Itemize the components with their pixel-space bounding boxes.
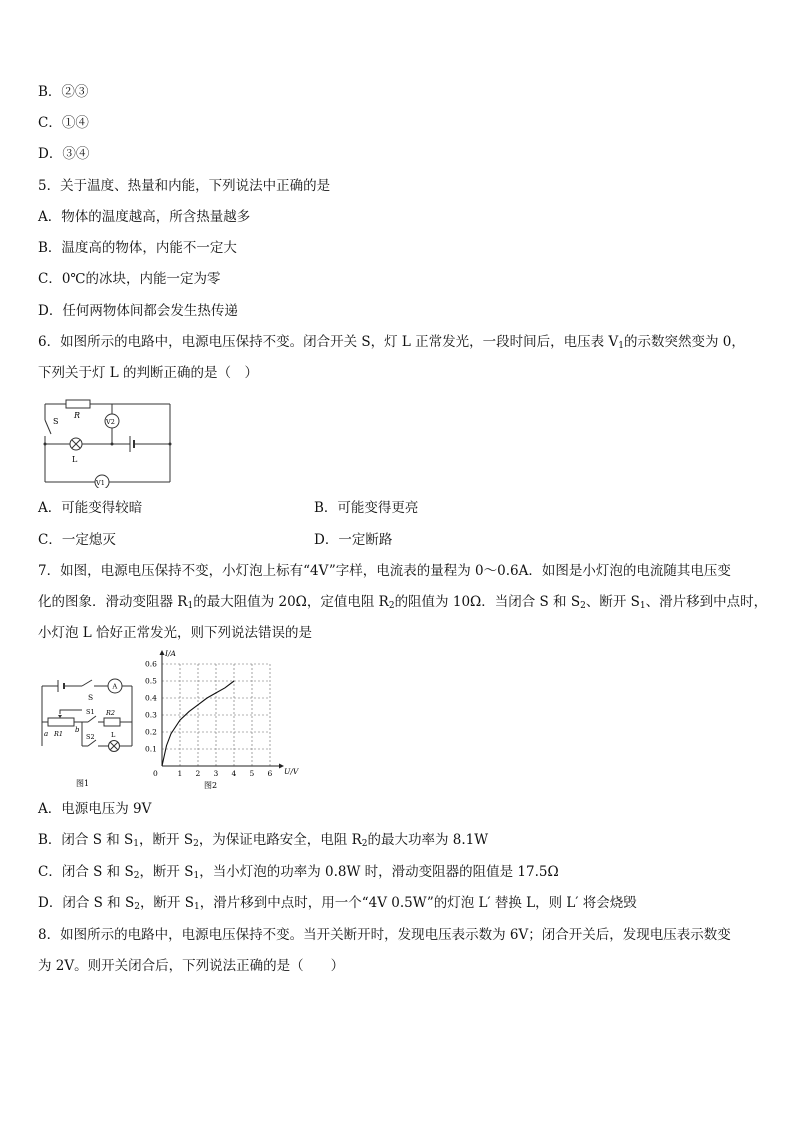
q7-fig1-label-b-end: b <box>75 726 80 734</box>
y-tick-label: 0.3 <box>145 710 157 720</box>
q7-figure1-circuit <box>38 674 138 792</box>
q7-fig1-label-l: L <box>111 731 116 739</box>
x-tick-label: 1 <box>177 769 183 778</box>
q7-fig1-label-s: S <box>88 693 94 702</box>
q5-option-b: B．温度高的物体，内能不一定大 <box>38 240 237 256</box>
q7-stem-line1: 7．如图，电源电压保持不变，小灯泡上标有“4V”字样，电流表的量程为 0～0.6A．如图是小灯泡的电流随其电压变 <box>38 563 731 579</box>
q5-option-d: D．任何两物体间都会发生热传递 <box>38 303 238 319</box>
q6-option-b: B．可能变得更亮 <box>314 500 419 516</box>
q6-stem-line1: 6．如图所示的电路中，电源电压保持不变。闭合开关 S，灯 L 正常发光，一段时间后，电压表 $V_1$的示数突然变为 0， <box>38 334 745 351</box>
y-axis-arrow <box>160 650 165 655</box>
q7-fig1-label-s1: S1 <box>86 708 95 716</box>
q7-option-a: A．电源电压为 9V <box>38 801 152 817</box>
chart-ticks <box>145 660 273 779</box>
q7-fig1-label-a: A <box>112 682 118 691</box>
q4-option-c: C．①④ <box>38 115 89 131</box>
q7-fig1-label-r1: R1 <box>54 730 64 738</box>
q8-stem-line1: 8．如图所示的电路中，电源电压保持不变。当开关断开时，发现电压表示数为 6V；闭合开关后，发现电压表示数变 <box>38 927 731 943</box>
q6-option-c: C．一定熄灭 <box>38 532 116 548</box>
q5-stem: 5．关于温度、热量和内能，下列说法中正确的是 <box>38 178 331 194</box>
q6-label-v2: V2 <box>106 418 115 426</box>
q7-fig1-label-r2: R2 <box>106 709 116 717</box>
chart-grid <box>162 664 270 766</box>
q4-option-b: B．②③ <box>38 84 89 100</box>
x-tick-label: 4 <box>231 769 237 778</box>
q7-stem-line3: 小灯泡 L 恰好正常发光，则下列说法错误的是 <box>38 625 313 641</box>
q7-fig1-caption: 图1 <box>76 779 90 788</box>
y-tick-label: 0.1 <box>145 744 157 754</box>
q5-option-c: C．0℃的冰块，内能一定为零 <box>38 271 221 287</box>
q7-fig1-label-s2: S2 <box>86 733 95 741</box>
x-tick-label: 5 <box>249 769 255 778</box>
q7-option-d: D．闭合 S 和 $S_2$，断开 $S_1$，滑片移到中点时，用一个“4V 0.5W”的灯泡 L′ 替换 L，则 L′ 将会烧毁 <box>38 895 637 912</box>
x-tick-label: 0 <box>153 769 158 778</box>
q6-label-s: S <box>53 417 59 426</box>
q5-option-a: A．物体的温度越高，所含热量越多 <box>38 209 251 225</box>
x-tick-label: 2 <box>195 769 201 778</box>
x-tick-label: 3 <box>213 769 219 778</box>
q6-label-r: R <box>74 411 81 420</box>
chart-xlabel: U/V <box>284 767 299 776</box>
y-tick-label: 0.5 <box>145 676 157 686</box>
q8-stem-line2: 为 2V。则开关闭合后，下列说法正确的是（ ） <box>38 958 345 974</box>
q6-circuit-diagram <box>40 396 175 488</box>
q6-stem-line2: 下列关于灯 L 的判断正确的是（ ） <box>38 365 259 381</box>
chart-title: 图2 <box>204 781 218 790</box>
q4-option-d: D．③④ <box>38 146 90 162</box>
q6-option-a: A．可能变得较暗 <box>38 500 143 516</box>
y-tick-label: 0.2 <box>145 727 157 737</box>
x-tick-label: 6 <box>267 769 273 778</box>
q7-option-b: B．闭合 S 和 $S_1$，断开 $S_2$，为保证电路安全，电阻 $R_2$的最大功率为 8.1W <box>38 832 489 849</box>
chart-axes <box>160 650 285 769</box>
y-tick-label: 0.4 <box>145 693 157 703</box>
q6-label-v1: V1 <box>96 479 105 487</box>
y-tick-label: 0.6 <box>145 659 157 669</box>
q7-figure2-iu-graph <box>140 648 305 793</box>
q7-stem-line2: 化的图象．滑动变阻器 $R_1$的最大阻值为 20Ω，定值电阻 $R_2$的阻值为 10Ω．当闭合 S 和 $S_2$、断开 $S_1$、滑片移到中点时， <box>38 594 768 611</box>
q6-label-l: L <box>72 455 78 464</box>
chart-ylabel: I/A <box>165 649 176 658</box>
q7-fig1-label-a-end: a <box>44 730 49 738</box>
q6-option-d: D．一定断路 <box>314 532 393 548</box>
q7-option-c: C．闭合 S 和 $S_2$，断开 $S_1$，当小灯泡的功率为 0.8W 时，滑动变阻器的阻值是 17.5Ω <box>38 864 559 881</box>
